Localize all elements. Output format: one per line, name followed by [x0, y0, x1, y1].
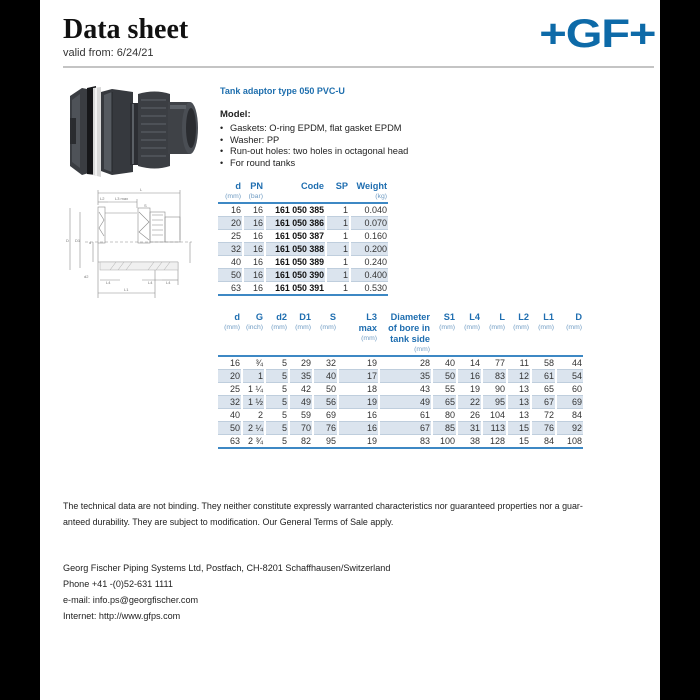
cell: 2 ¾ — [242, 435, 265, 449]
table-row — [218, 370, 583, 383]
cell-weight: 0.530 — [350, 282, 388, 296]
col-header-g: G (inch) — [242, 312, 265, 356]
phone-number: Phone +41 -(0)52-631 1111 — [63, 579, 173, 589]
contact-block — [63, 560, 390, 624]
table-row — [218, 422, 583, 435]
cell-weight: 0.070 — [350, 217, 388, 230]
cell-weight: 0.400 — [350, 269, 388, 282]
cell: 95 — [313, 435, 338, 449]
cell: 2 ¼ — [242, 422, 265, 435]
table-row — [218, 409, 583, 422]
cell: 76 — [313, 422, 338, 435]
cell-d: 16 — [218, 203, 243, 217]
cell: 5 — [265, 409, 289, 422]
cell: 76 — [531, 422, 556, 435]
dim-label-l4: L4 — [106, 280, 111, 285]
cell: 5 — [265, 383, 289, 396]
cell-d: 40 — [218, 256, 243, 269]
cell-pn: 16 — [243, 230, 265, 243]
gf-logo: +GF+ — [539, 12, 655, 56]
cell-sp: 1 — [326, 282, 350, 296]
cell: 16 — [338, 409, 379, 422]
cell: 32 — [313, 356, 338, 370]
dim-label-l4: L4 — [148, 280, 153, 285]
table-row — [218, 396, 583, 409]
col-header-pn: PN (bar) — [243, 181, 265, 203]
cell-pn: 16 — [243, 203, 265, 217]
cell: 80 — [432, 409, 457, 422]
col-header-code: Code — [265, 181, 326, 203]
bullet-icon: • — [220, 134, 224, 145]
list-item — [220, 146, 408, 158]
cell: 13 — [507, 409, 531, 422]
cell: 29 — [289, 356, 313, 370]
cell: 14 — [457, 356, 482, 370]
cell: 58 — [531, 356, 556, 370]
header-divider — [63, 66, 654, 68]
table-row — [218, 435, 583, 449]
col-header-l3-max: L3 max (mm) — [338, 312, 379, 356]
cell: 38 — [457, 435, 482, 449]
cell-pn: 16 — [243, 243, 265, 256]
cell: 11 — [507, 356, 531, 370]
table-header-row — [218, 312, 583, 356]
cell: 19 — [338, 396, 379, 409]
col-header-d: d (mm) — [218, 181, 243, 203]
cell-code: 161 050 391 — [265, 282, 326, 296]
technical-drawing-icon — [62, 183, 202, 301]
disclaimer-line: anteed durability. They are subject to modification. Our General Terms of Sale apply. — [63, 517, 394, 527]
cell: 19 — [338, 435, 379, 449]
cell: 61 — [379, 409, 432, 422]
feature-text: Washer: PP — [230, 134, 280, 145]
cell-pn: 16 — [243, 269, 265, 282]
cell: 65 — [432, 396, 457, 409]
cell: 50 — [218, 422, 242, 435]
model-label: Model: — [220, 109, 251, 120]
cell: 28 — [379, 356, 432, 370]
cell: 69 — [313, 409, 338, 422]
dim-label-l3: L3 max — [115, 196, 129, 201]
cell: 1 ½ — [242, 396, 265, 409]
cell: 95 — [482, 396, 507, 409]
table-row — [218, 230, 388, 243]
cell-sp: 1 — [326, 269, 350, 282]
dim-label-l2: L2 — [100, 196, 105, 201]
table-header-row — [218, 181, 388, 203]
cell: 20 — [218, 370, 242, 383]
table-row — [218, 203, 388, 217]
cell-pn: 16 — [243, 282, 265, 296]
cell: 100 — [432, 435, 457, 449]
cell: 63 — [218, 435, 242, 449]
dim-label-d: d — [89, 240, 92, 245]
cell: 72 — [531, 409, 556, 422]
cell: 19 — [338, 356, 379, 370]
cell: 19 — [457, 383, 482, 396]
cell-pn: 16 — [243, 256, 265, 269]
cell: 43 — [379, 383, 432, 396]
company-address: Georg Fischer Piping Systems Ltd, Postfach, CH-8201 Schaffhausen/Switzerland — [63, 563, 391, 573]
table-row — [218, 282, 388, 296]
cell: 1 ¼ — [242, 383, 265, 396]
tank-adaptor-photo-icon — [60, 84, 205, 180]
table-row — [218, 217, 388, 230]
feature-text: For round tanks — [230, 157, 296, 168]
cell: 60 — [556, 383, 583, 396]
order-code-table — [218, 181, 388, 296]
cell-weight: 0.240 — [350, 256, 388, 269]
col-header-s: S (mm) — [313, 312, 338, 356]
col-header-l4: L4 (mm) — [457, 312, 482, 356]
dim-label-d-outer: D — [66, 238, 69, 243]
cell: 16 — [218, 356, 242, 370]
cell: 83 — [482, 370, 507, 383]
cell: ¾ — [242, 356, 265, 370]
disclaimer-line: The technical data are not binding. They neither constitute expressly warranted characteristics nor guaranteed properties nor a guar- — [63, 501, 583, 511]
cell: 104 — [482, 409, 507, 422]
cell-d: 20 — [218, 217, 243, 230]
cell: 55 — [432, 383, 457, 396]
cell-sp: 1 — [326, 203, 350, 217]
feature-list — [220, 123, 408, 169]
cell: 5 — [265, 396, 289, 409]
cell-pn: 16 — [243, 217, 265, 230]
cell: 26 — [457, 409, 482, 422]
feature-text: Run-out holes: two holes in octagonal head — [230, 146, 409, 156]
cell: 5 — [265, 370, 289, 383]
dim-label-d1: D1 — [75, 238, 81, 243]
col-header-d-outer: D (mm) — [556, 312, 583, 356]
dim-label-l4: L4 — [166, 280, 171, 285]
dim-label-l: L — [140, 187, 143, 192]
cell: 49 — [289, 396, 313, 409]
dim-label-s: S — [144, 203, 147, 208]
cell: 1 — [242, 370, 265, 383]
cell: 56 — [313, 396, 338, 409]
cell: 32 — [218, 396, 242, 409]
cell: 40 — [432, 356, 457, 370]
cell: 40 — [313, 370, 338, 383]
cell: 85 — [432, 422, 457, 435]
dimensions-table — [218, 312, 583, 449]
cell: 59 — [289, 409, 313, 422]
cell-d: 63 — [218, 282, 243, 296]
cell: 13 — [507, 396, 531, 409]
col-header-bore-diameter: Diameter of bore in tank side (mm) — [379, 312, 432, 356]
cell-code: 161 050 385 — [265, 203, 326, 217]
cell: 84 — [531, 435, 556, 449]
col-header-weight: Weight (kg) — [350, 181, 388, 203]
bullet-icon: • — [220, 157, 224, 168]
table-row — [218, 356, 583, 370]
list-item — [220, 158, 408, 170]
cell-code: 161 050 389 — [265, 256, 326, 269]
cell: 5 — [265, 356, 289, 370]
col-header-d1: D1 (mm) — [289, 312, 313, 356]
cell: 31 — [457, 422, 482, 435]
cell: 12 — [507, 370, 531, 383]
cell-sp: 1 — [326, 256, 350, 269]
cell-weight: 0.040 — [350, 203, 388, 217]
cell: 50 — [313, 383, 338, 396]
cell: 5 — [265, 422, 289, 435]
col-header-l2: L2 (mm) — [507, 312, 531, 356]
cell: 16 — [457, 370, 482, 383]
table-row — [218, 383, 583, 396]
cell: 90 — [482, 383, 507, 396]
list-item — [220, 135, 408, 147]
col-header-l: L (mm) — [482, 312, 507, 356]
cell: 49 — [379, 396, 432, 409]
cell-weight: 0.200 — [350, 243, 388, 256]
disclaimer — [63, 498, 583, 530]
cell: 16 — [338, 422, 379, 435]
cell: 82 — [289, 435, 313, 449]
email-address: e-mail: info.ps@georgfischer.com — [63, 595, 199, 605]
col-header-sp: SP — [326, 181, 350, 203]
website-url: Internet: http://www.gfps.com — [63, 611, 181, 621]
cell: 17 — [338, 370, 379, 383]
bullet-icon: • — [220, 146, 224, 156]
cell-d: 25 — [218, 230, 243, 243]
cell: 44 — [556, 356, 583, 370]
cell: 108 — [556, 435, 583, 449]
cell: 15 — [507, 435, 531, 449]
cell: 70 — [289, 422, 313, 435]
cell-code: 161 050 387 — [265, 230, 326, 243]
col-header-d: d (mm) — [218, 312, 242, 356]
cell: 113 — [482, 422, 507, 435]
cell-d: 32 — [218, 243, 243, 256]
cell: 83 — [379, 435, 432, 449]
cell-code: 161 050 390 — [265, 269, 326, 282]
table-row — [218, 243, 388, 256]
cell: 77 — [482, 356, 507, 370]
cell-code: 161 050 386 — [265, 217, 326, 230]
col-header-d2: d2 (mm) — [265, 312, 289, 356]
feature-text: Gaskets: O-ring EPDM, flat gasket EPDM — [230, 123, 402, 133]
cell-code: 161 050 388 — [265, 243, 326, 256]
col-header-l1: L1 (mm) — [531, 312, 556, 356]
cell: 18 — [338, 383, 379, 396]
cell-sp: 1 — [326, 230, 350, 243]
product-title: Tank adaptor type 050 PVC-U — [220, 86, 345, 96]
cell: 67 — [531, 396, 556, 409]
cell: 128 — [482, 435, 507, 449]
cell: 54 — [556, 370, 583, 383]
page-title: Data sheet — [63, 14, 189, 45]
cell: 13 — [507, 383, 531, 396]
cell: 35 — [289, 370, 313, 383]
table-row — [218, 269, 388, 282]
valid-from-date: valid from: 6/24/21 — [63, 47, 154, 59]
col-header-s1: S1 (mm) — [432, 312, 457, 356]
cell: 15 — [507, 422, 531, 435]
cell: 40 — [218, 409, 242, 422]
cell: 25 — [218, 383, 242, 396]
cell: 69 — [556, 396, 583, 409]
cell-sp: 1 — [326, 217, 350, 230]
cell: 35 — [379, 370, 432, 383]
cell: 92 — [556, 422, 583, 435]
list-item — [220, 123, 408, 135]
cell: 22 — [457, 396, 482, 409]
cell: 65 — [531, 383, 556, 396]
cell: 67 — [379, 422, 432, 435]
cell-sp: 1 — [326, 243, 350, 256]
cell-weight: 0.160 — [350, 230, 388, 243]
cell: 84 — [556, 409, 583, 422]
cell: 61 — [531, 370, 556, 383]
table-row — [218, 256, 388, 269]
cell: 50 — [432, 370, 457, 383]
cell-d: 50 — [218, 269, 243, 282]
bullet-icon: • — [220, 123, 224, 133]
cell: 2 — [242, 409, 265, 422]
dim-label-d2: d2 — [84, 274, 89, 279]
cell: 42 — [289, 383, 313, 396]
dim-label-l1: L1 — [124, 287, 129, 292]
cell: 5 — [265, 435, 289, 449]
